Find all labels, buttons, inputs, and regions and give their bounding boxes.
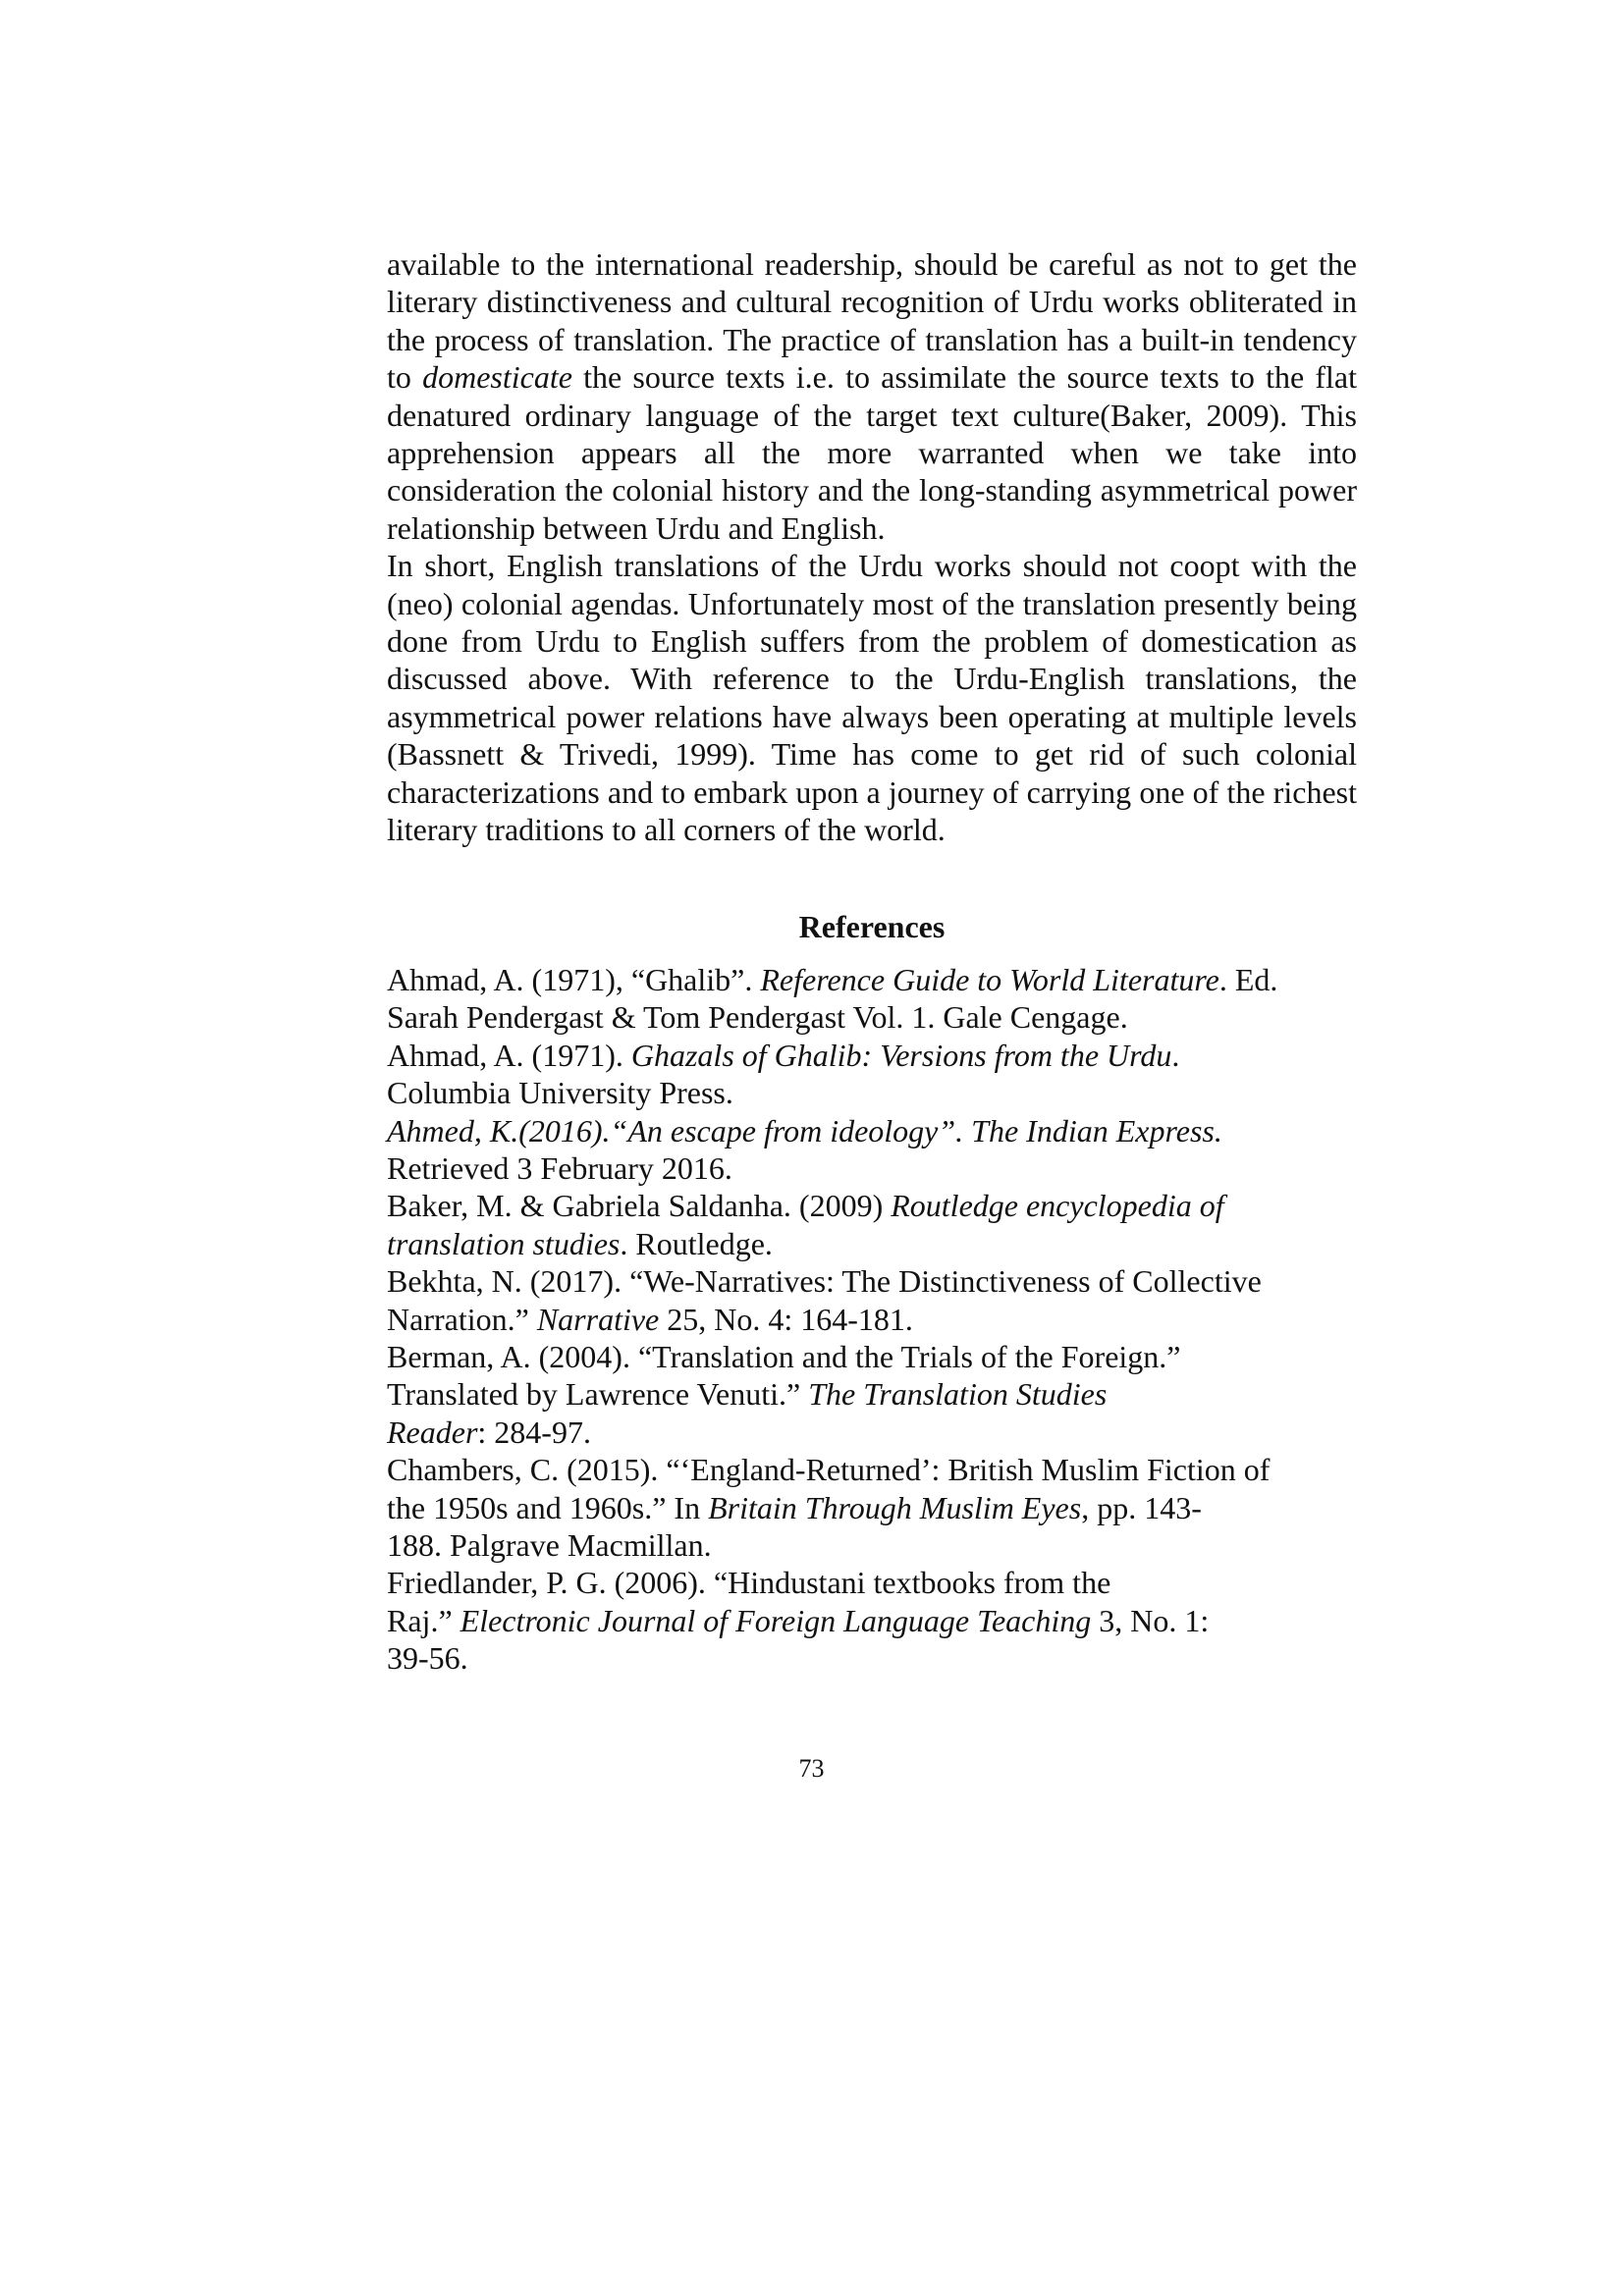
reference-text: Raj.” bbox=[387, 1602, 460, 1638]
reference-continuation: 188. Palgrave Macmillan. bbox=[387, 1527, 712, 1563]
reference-list bbox=[387, 961, 1357, 1678]
reference-continuation bbox=[387, 1414, 1357, 1451]
reference-title: Routledge encyclopedia of bbox=[891, 1188, 1224, 1224]
reference-text: . Routledge. bbox=[620, 1225, 773, 1261]
reference-text: . Ed. bbox=[1218, 961, 1278, 997]
body-paragraph-2: In short, English translations of the Urdu works should not coopt with the (neo) colonial agendas. Unfortunately most of the translation presently being done from Urdu to English suffers from the problem of domestication as discussed above. With reference to the Urdu-English translations, the asymmetrical power relations have always been operating at multiple levels (Bassnett & Trivedi, 1999). Time has come to get rid of such colonial characterizations and to embark upon a journey of carrying one of the richest literary traditions to all corners of the world. bbox=[387, 548, 1357, 848]
reference-text: 25, No. 4: 164-181. bbox=[659, 1301, 913, 1337]
reference-continuation bbox=[387, 1375, 1357, 1413]
reference-text: Bekhta, N. (2017). “We-Narratives: The Distinctiveness of Collective bbox=[387, 1263, 1262, 1300]
reference-text: Ahmad, A. (1971). bbox=[387, 1037, 631, 1073]
reference-text: 3, No. 1: bbox=[1091, 1602, 1210, 1638]
reference-entry bbox=[387, 1262, 1357, 1338]
reference-text: . bbox=[1171, 1037, 1180, 1073]
reference-text: : 284-97. bbox=[477, 1414, 591, 1450]
reference-entry bbox=[387, 1451, 1357, 1564]
reference-continuation: Columbia University Press. bbox=[387, 1075, 733, 1111]
reference-text: , pp. 143- bbox=[1081, 1489, 1202, 1525]
reference-continuation: 39-56. bbox=[387, 1640, 468, 1677]
reference-title: Ghazals of Ghalib: Versions from the Urdu bbox=[630, 1037, 1172, 1073]
reference-entry bbox=[387, 1112, 1357, 1188]
reference-title: Reader bbox=[387, 1414, 478, 1450]
reference-text: Narration.” bbox=[387, 1301, 537, 1337]
reference-title: Narrative bbox=[536, 1301, 660, 1337]
reference-continuation: Sarah Pendergast & Tom Pendergast Vol. 1. Gale Cengage. bbox=[387, 999, 1128, 1036]
reference-title: Electronic Journal of Foreign Language Teaching bbox=[460, 1602, 1092, 1638]
reference-text: Friedlander, P. G. (2006). “Hindustani textbooks from the bbox=[387, 1565, 1111, 1601]
reference-text: Chambers, C. (2015). “‘England-Returned’: British Muslim Fiction of bbox=[387, 1452, 1271, 1488]
reference-title: Ahmed, K.(2016).“An escape from ideology”. The Indian Express. bbox=[387, 1112, 1222, 1148]
reference-text: Baker, M. & Gabriela Saldanha. (2009) bbox=[387, 1188, 892, 1224]
reference-title: translation studies bbox=[387, 1225, 621, 1261]
reference-entry bbox=[387, 961, 1357, 1037]
reference-continuation bbox=[387, 1225, 1357, 1262]
reference-text: Berman, A. (2004). “Translation and the Trials of the Foreign.” bbox=[387, 1338, 1181, 1374]
reference-text: Translated by Lawrence Venuti.” bbox=[387, 1376, 809, 1413]
references-heading: References bbox=[798, 908, 946, 944]
paragraph-1-text-end: the source texts i.e. to assimilate the source texts to the flat denatured ordinary language of the target text culture(Baker, 2009). This apprehension appears all the more warranted when we take into consideration the colonial history and the long-standing asymmetrical power relationship between Urdu and English. bbox=[387, 359, 1358, 546]
reference-continuation bbox=[387, 1489, 1357, 1526]
page-number: 73 bbox=[798, 1754, 825, 1783]
emphasis-domesticate: domesticate bbox=[422, 359, 572, 396]
reference-text: the 1950s and 1960s.” In bbox=[387, 1489, 709, 1525]
reference-text: Ahmad, A. (1971), “Ghalib”. bbox=[387, 961, 761, 997]
main-text-block bbox=[387, 245, 1357, 1678]
reference-entry bbox=[387, 1037, 1357, 1112]
reference-continuation bbox=[387, 1602, 1357, 1639]
reference-entry bbox=[387, 1338, 1357, 1451]
reference-title: Reference Guide to World Literature bbox=[760, 961, 1219, 997]
reference-continuation: Retrieved 3 February 2016. bbox=[387, 1149, 732, 1186]
reference-entry bbox=[387, 1187, 1357, 1262]
reference-title: The Translation Studies bbox=[808, 1376, 1108, 1413]
reference-entry bbox=[387, 1564, 1357, 1677]
reference-continuation bbox=[387, 1301, 1357, 1338]
paragraph-1-text-start: available to the international readership, should be careful as not to get the literary distinctiveness and cultural recognition of Urdu works obliterated in the process of translation. The practice of translation has a built-in tendency to bbox=[387, 246, 1357, 396]
body-paragraph-1 bbox=[387, 245, 1357, 547]
reference-title: Britain Through Muslim Eyes bbox=[708, 1489, 1082, 1525]
